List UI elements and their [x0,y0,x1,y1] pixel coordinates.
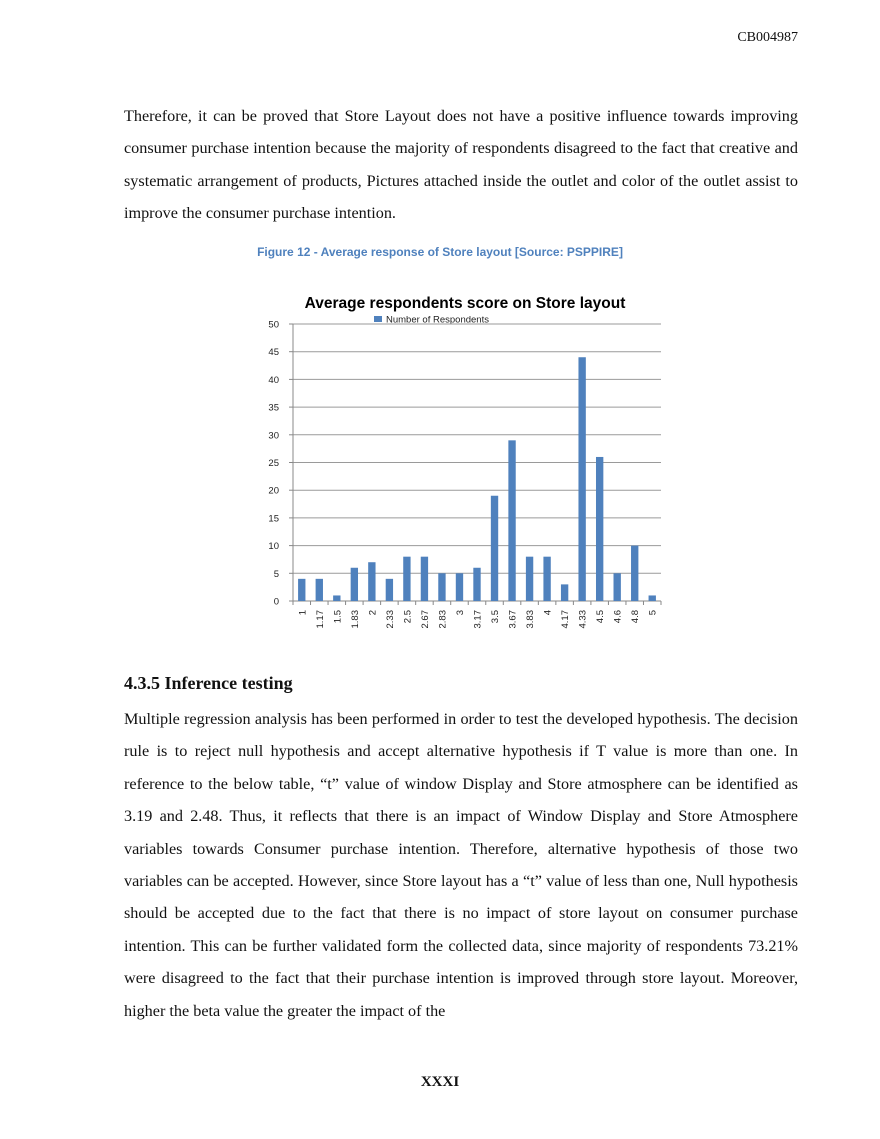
bar-2.67 [421,557,428,601]
document-id: CB004987 [737,30,798,45]
y-tick-label: 15 [268,513,279,525]
x-axis [293,601,661,629]
y-axis [268,320,293,608]
bar-1 [298,579,305,601]
bar-2 [368,562,375,601]
bar-3 [456,573,463,601]
x-tick-label: 4.33 [577,610,589,629]
paragraph-inference-testing: Multiple regression analysis has been performed in order to test the developed hypothesis. The decision rule is to reject null hypothesis and accept alternative hypothesis if T value is more than one. In reference to the below table, “t” value of window Display and Store atmosphere can be identified as 3.19 and 2.48. Thus, it reflects that there is an impact of Window Display and Store Atmosphere variables towards Consumer purchase intention. Therefore, alternative hypothesis of those two variables can be accepted. However, since Store layout has a “t” value of less than one, Null hypothesis should be accepted due to the fact that there is no impact of store layout on consumer purchase intention. This can be further validated form the collected data, since majority of respondents 73.21% were disagreed to the fact that their purchase intention is improved through store layout. Moreover, higher the beta value the greater the impact of the [124,710,798,1020]
bar-1.83 [351,568,358,601]
bar-3.5 [491,496,498,601]
x-tick-label: 4.8 [630,610,642,624]
y-tick-label: 30 [268,430,279,442]
x-tick-label: 3.5 [490,610,502,624]
y-tick-label: 35 [268,402,279,414]
x-tick-label: 1 [297,610,309,616]
y-tick-label: 0 [273,596,279,608]
y-tick-label: 10 [268,541,279,553]
y-tick-label: 5 [273,568,279,580]
y-tick-label: 20 [268,485,279,497]
bar-1.5 [333,595,340,601]
bar-3.67 [508,440,515,601]
x-tick-label: 1.5 [332,610,344,624]
chart-bars [298,357,656,601]
x-tick-label: 3 [454,610,466,616]
bar-4.5 [596,457,603,601]
x-tick-label: 2.33 [384,610,396,629]
y-tick-label: 45 [268,347,279,359]
bar-2.5 [403,557,410,601]
bar-4.33 [578,357,585,601]
legend-label: Number of Respondents [386,314,489,326]
bar-4.17 [561,584,568,601]
chart-title: Average respondents score on Store layout [304,295,626,312]
bar-2.33 [386,579,393,601]
bar-5 [649,595,656,601]
bar-1.17 [316,579,323,601]
bar-4.8 [631,546,638,601]
legend-swatch [374,316,382,322]
bar-4.6 [614,573,621,601]
bar-chart-svg [255,288,675,640]
y-tick-label: 25 [268,458,279,469]
bar-3.17 [473,568,480,601]
x-tick-label: 2.5 [402,610,414,624]
chart-grid [293,324,661,601]
section-heading: 4.3.5 Inference testing [124,673,293,693]
x-tick-label: 2.83 [437,610,449,629]
page-number: XXXI [420,1074,460,1090]
bar-chart [255,288,675,640]
x-tick-label: 1.83 [349,610,361,629]
x-tick-label: 5 [647,610,659,616]
y-tick-label: 40 [268,374,279,386]
x-tick-label: 4.17 [560,610,572,629]
x-tick-label: 4 [542,610,554,616]
paragraph-store-layout: Therefore, it can be proved that Store Layout does not have a positive influence towards improving consumer purchase intention because the majority of respondents disagreed to the fact that creative and systematic arrangement of products, Pictures attached inside the outlet and color of the outlet assist to improve the consumer purchase intention. [124,107,798,223]
y-tick-label: 50 [268,319,279,331]
x-tick-label: 2.67 [419,610,431,629]
bar-2.83 [438,573,445,601]
x-tick-label: 4.5 [595,610,607,624]
bar-3.83 [526,557,533,601]
bar-4 [543,557,550,601]
x-tick-label: 3.67 [507,610,519,629]
x-tick-label: 1.17 [314,610,326,629]
x-tick-label: 4.6 [612,610,624,624]
x-tick-label: 2 [367,610,379,616]
x-tick-label: 3.17 [472,610,484,629]
figure-caption: Figure 12 - Average response of Store layout [Source: PSPPIRE] [257,245,623,259]
x-tick-label: 3.83 [525,610,537,629]
